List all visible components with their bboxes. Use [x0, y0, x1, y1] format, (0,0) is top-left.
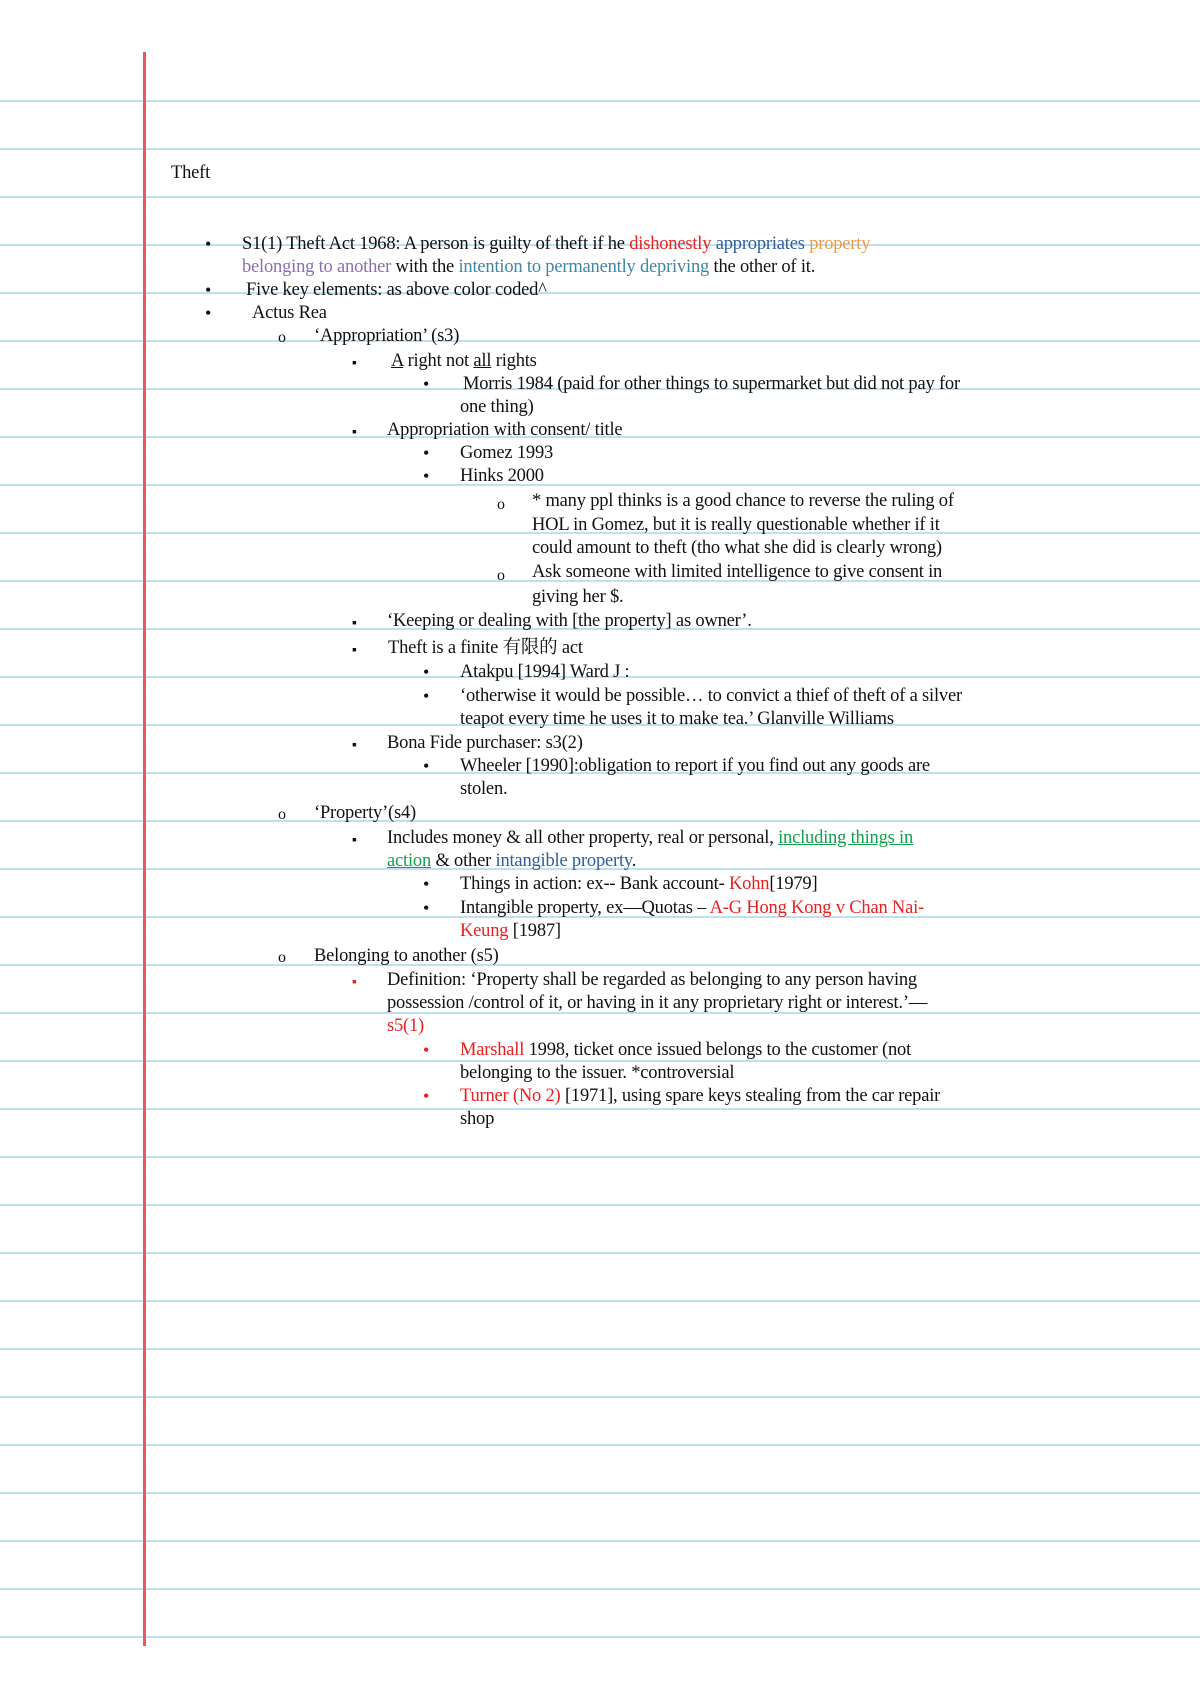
list-item: Morris 1984 (paid for other things to supermarket but did not pay for [463, 374, 960, 394]
square-bullet-icon [352, 610, 357, 635]
list-item: Appropriation with consent/ title [387, 420, 623, 440]
circle-bullet-icon [278, 802, 286, 826]
list-item: ‘Property’(s4) [314, 803, 417, 823]
circle-bullet-icon [497, 492, 505, 516]
list-item: * many ppl thinks is a good chance to reverse the ruling of [532, 491, 954, 511]
list-item-continued: stolen. [460, 779, 508, 799]
list-item: Includes money & all other property, real or personal, including things in [387, 828, 914, 848]
list-item-continued: belonging to the issuer. *controversial [460, 1063, 735, 1083]
list-item: Bona Fide purchaser: s3(2) [387, 733, 583, 753]
square-bullet-icon [352, 637, 357, 662]
ruled-line [0, 964, 1200, 966]
ruled-line [0, 1300, 1200, 1302]
list-item: Actus Rea [252, 303, 327, 323]
margin-line [143, 52, 146, 1646]
list-item-continued: Keung [1987] [460, 921, 561, 941]
bullet-icon [205, 233, 211, 255]
ruled-line [0, 1492, 1200, 1494]
list-item-continued: s5(1) [387, 1016, 425, 1036]
list-item-continued: one thing) [460, 397, 534, 417]
bullet-icon [205, 302, 211, 324]
list-item-continued: action & other intangible property. [387, 851, 637, 871]
list-item: Belonging to another (s5) [314, 946, 499, 966]
square-bullet-icon [352, 350, 357, 375]
link-things-in-action[interactable]: including things in [778, 828, 914, 848]
ruled-line [0, 1588, 1200, 1590]
square-bullet-icon [352, 732, 357, 757]
ruled-line [0, 196, 1200, 198]
list-item: ‘otherwise it would be possible… to convict a thief of theft of a silver [460, 686, 962, 706]
list-item: Theft is a finite 有限的 act [388, 638, 583, 658]
bullet-icon [423, 442, 429, 464]
list-item: Hinks 2000 [460, 466, 544, 486]
ruled-line [0, 1252, 1200, 1254]
ruled-line [0, 1540, 1200, 1542]
list-item-continued: HOL in Gomez, but it is really questionable whether if it [532, 515, 940, 535]
list-item: Atakpu [1994] Ward J : [460, 662, 630, 682]
list-item-continued: giving her $. [532, 587, 624, 607]
bullet-icon [423, 465, 429, 487]
bullet-icon [205, 279, 211, 301]
square-bullet-icon [352, 969, 357, 994]
ruled-line [0, 1636, 1200, 1638]
ruled-line [0, 820, 1200, 822]
definition-line-2: belonging to another with the intention to permanently depriving the other of it. [242, 257, 816, 277]
list-item: Wheeler [1990]:obligation to report if you find out any goods are [460, 756, 930, 776]
bullet-icon [423, 373, 429, 395]
list-item: A right not all rights [391, 351, 537, 371]
list-item: Things in action: ex-- Bank account- Kohn[1979] [460, 874, 818, 894]
link-action[interactable]: action [387, 851, 432, 871]
bullet-icon [423, 897, 429, 919]
list-item: Five key elements: as above color coded^ [246, 280, 547, 300]
ruled-line [0, 1444, 1200, 1446]
circle-bullet-icon [278, 325, 286, 349]
ruled-line [0, 1108, 1200, 1110]
list-item-continued: possession /control of it, or having in it any proprietary right or interest.’— [387, 993, 928, 1013]
ruled-line [0, 292, 1200, 294]
bullet-icon [423, 661, 429, 683]
ruled-line [0, 1396, 1200, 1398]
list-item: Marshall 1998, ticket once issued belongs to the customer (not [460, 1040, 912, 1060]
ruled-line [0, 484, 1200, 486]
square-bullet-icon [352, 419, 357, 444]
bullet-icon [423, 873, 429, 895]
page-title: Theft [171, 163, 211, 183]
list-item: Definition: ‘Property shall be regarded as belonging to any person having [387, 970, 917, 990]
ruled-line [0, 1156, 1200, 1158]
list-item: Ask someone with limited intelligence to give consent in [532, 562, 943, 582]
bullet-icon [423, 755, 429, 777]
list-item: ‘Appropriation’ (s3) [314, 326, 460, 346]
bullet-icon [423, 685, 429, 707]
list-item-continued: shop [460, 1109, 495, 1129]
list-item: Turner (No 2) [1971], using spare keys stealing from the car repair [460, 1086, 941, 1106]
ruled-line [0, 1348, 1200, 1350]
definition-line-1: S1(1) Theft Act 1968: A person is guilty of theft if he dishonestly appropriates property [242, 234, 871, 254]
list-item: Intangible property, ex—Quotas – A-G Hong Kong v Chan Nai- [460, 898, 925, 918]
circle-bullet-icon [278, 945, 286, 969]
ruled-line [0, 100, 1200, 102]
square-bullet-icon [352, 827, 357, 852]
ruled-line [0, 148, 1200, 150]
list-item: ‘Keeping or dealing with [the property] as owner’. [387, 611, 752, 631]
circle-bullet-icon [497, 563, 505, 587]
ruled-line [0, 1204, 1200, 1206]
bullet-icon [423, 1085, 429, 1107]
ruled-line [0, 340, 1200, 342]
list-item-continued: could amount to theft (tho what she did is clearly wrong) [532, 538, 942, 558]
list-item-continued: teapot every time he uses it to make tea.’ Glanville Williams [460, 709, 894, 729]
bullet-icon [423, 1039, 429, 1061]
list-item: Gomez 1993 [460, 443, 554, 463]
